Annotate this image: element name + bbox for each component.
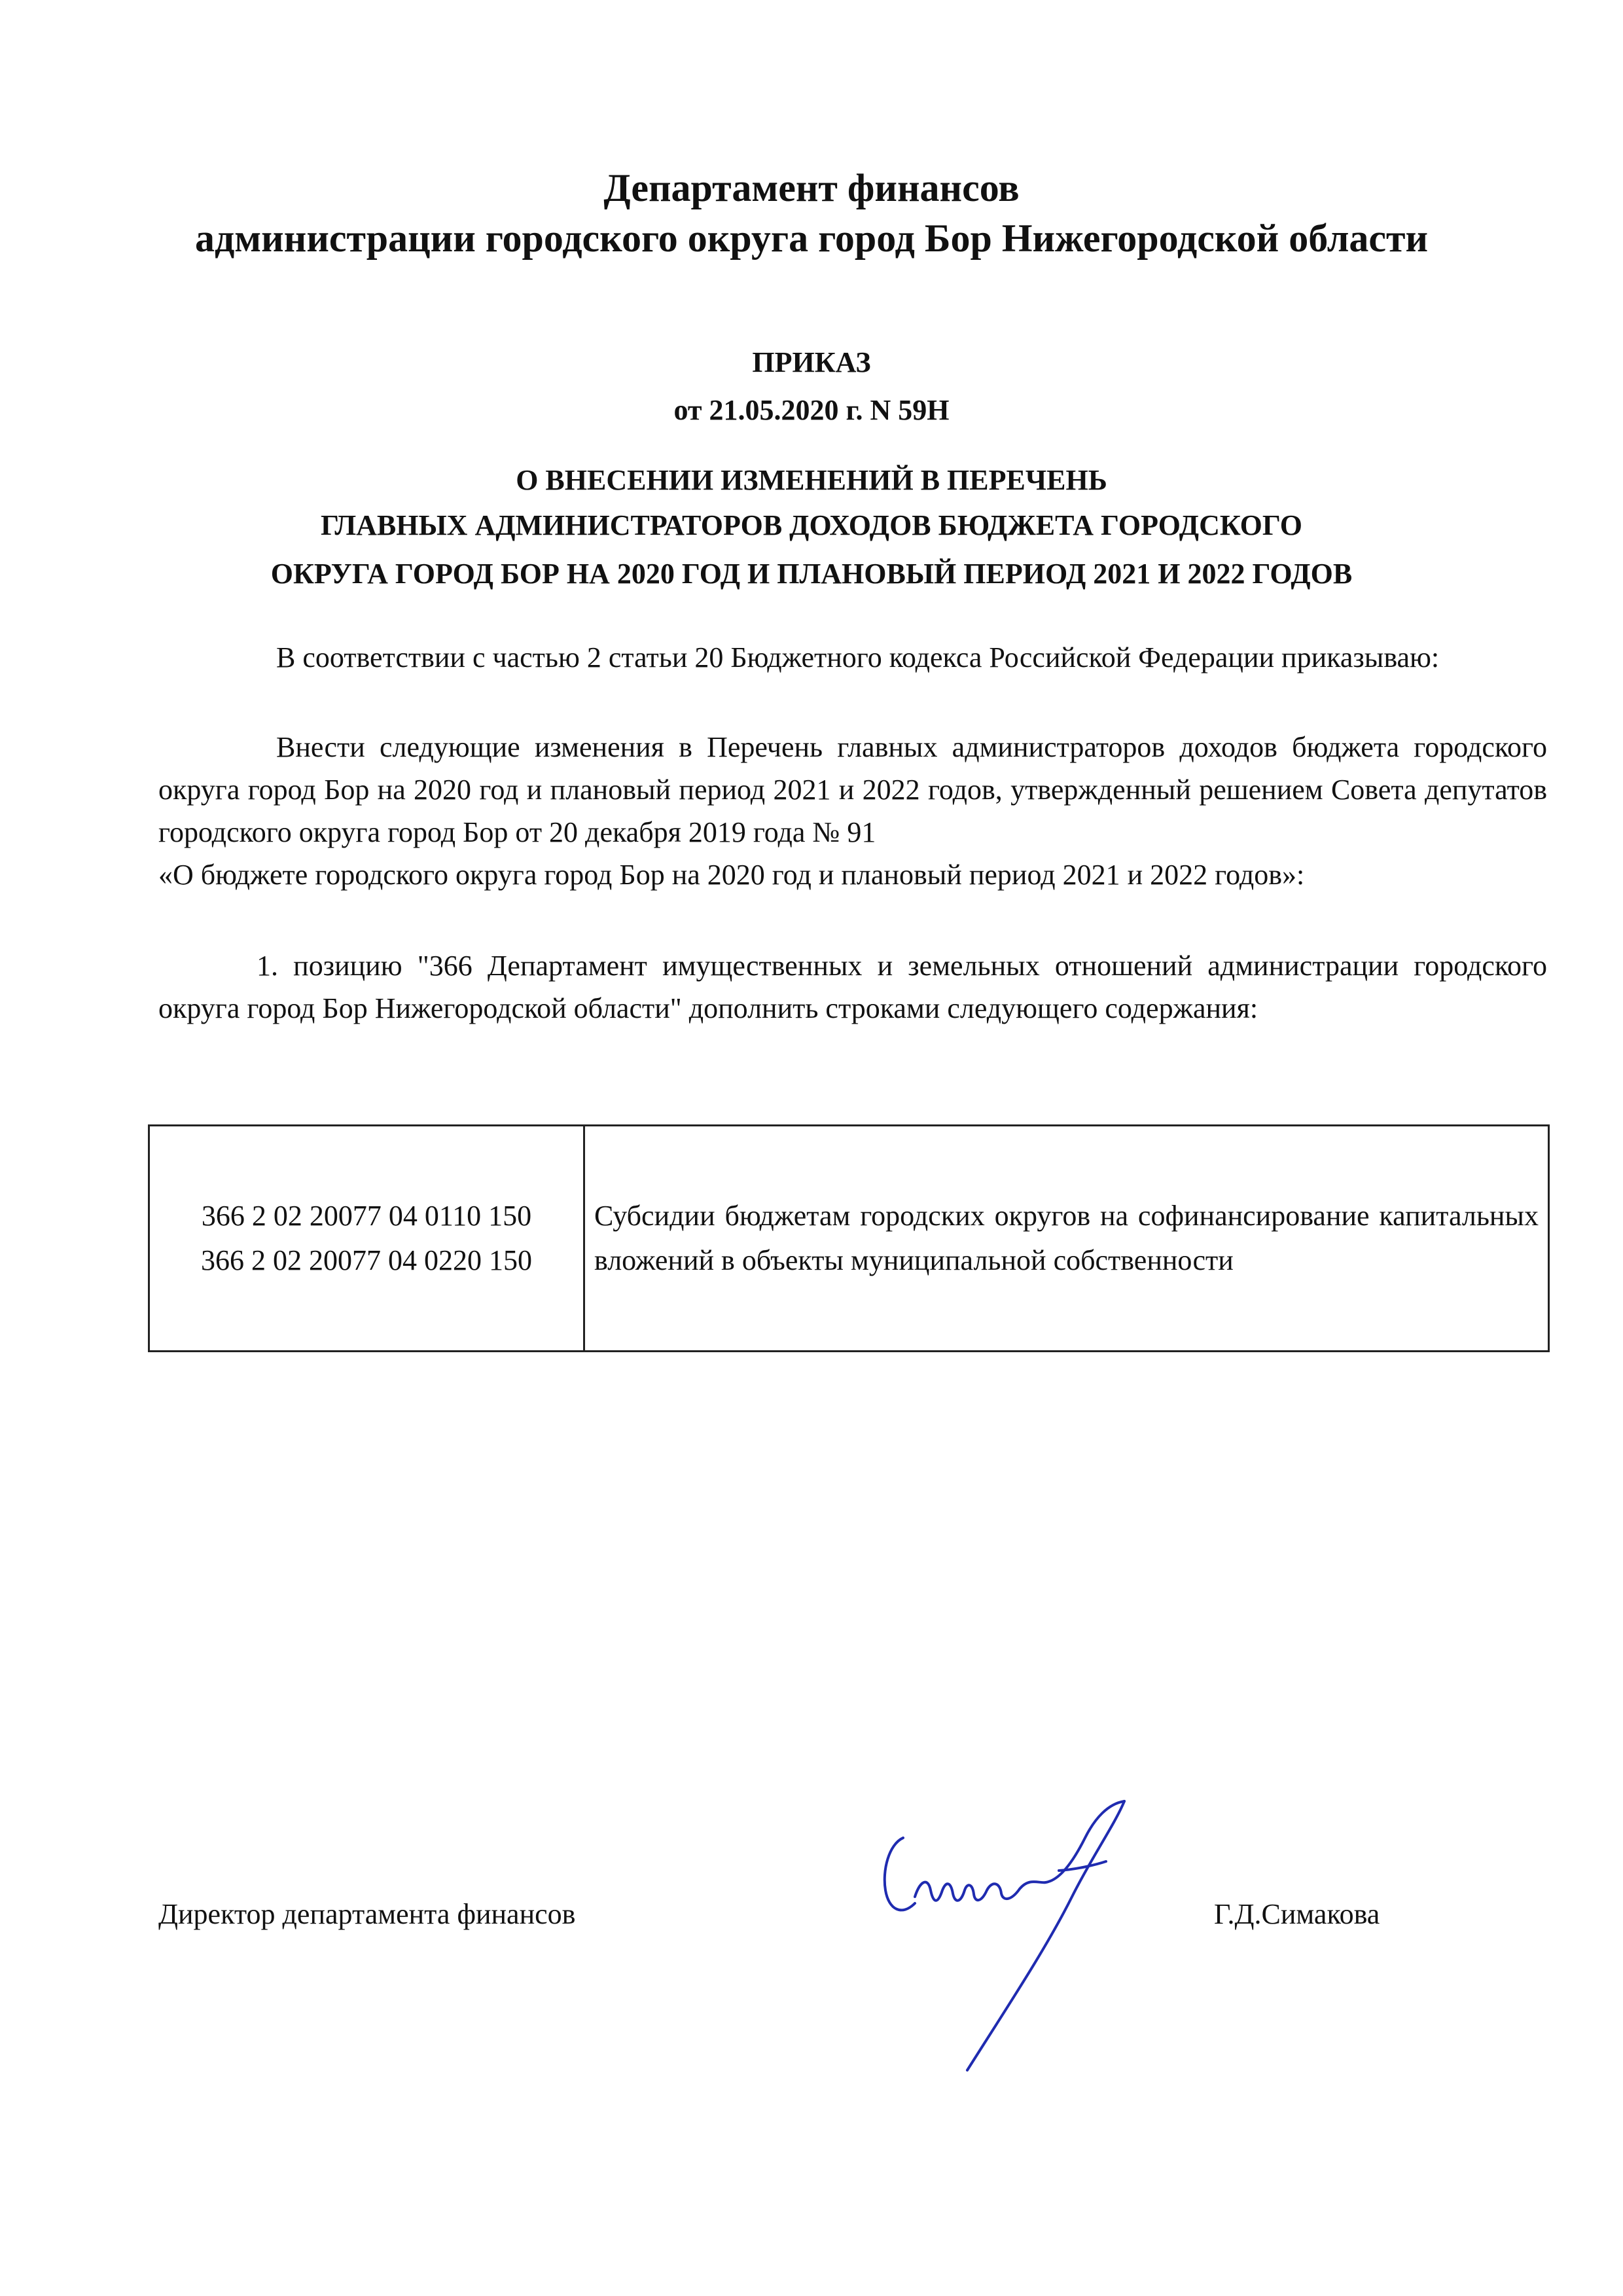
- preamble-paragraph: [158, 636, 1547, 679]
- item-paragraph: [158, 944, 1547, 1030]
- signatory-position: Директор департамента финансов: [158, 1898, 576, 1930]
- order-date-number: от 21.05.2020 г. N 59Н: [673, 394, 950, 426]
- organization-subtitle: администрации городского округа город Бор Нижегородской области: [194, 217, 1429, 260]
- preamble-text: В соответствии с частью 2 статьи 20 Бюджетного кодекса Российской Федерации приказываю:: [276, 641, 1440, 673]
- signature-strokes: [885, 1801, 1124, 2070]
- subject-line-2: ГЛАВНЫХ АДМИНИСТРАТОРОВ ДОХОДОВ БЮДЖЕТА ГОРОДСКОГО: [320, 509, 1303, 541]
- codes-cell: [149, 1126, 584, 1352]
- income-codes-table: [148, 1124, 1550, 1352]
- order-text-continuation: «О бюджете городского округа город Бор на 2020 год и плановый период 2021 и 2022 годов»:: [158, 859, 1305, 891]
- budget-code: 366 2 02 20077 04 0220 150: [201, 1244, 532, 1276]
- subject-line-1: О ВНЕСЕНИИ ИЗМЕНЕНИЙ В ПЕРЕЧЕНЬ: [516, 464, 1107, 496]
- subject-line-3: ОКРУГА ГОРОД БОР НА 2020 ГОД И ПЛАНОВЫЙ ПЕРИОД 2021 И 2022 ГОДОВ: [270, 558, 1353, 590]
- description-cell: Субсидии бюджетам городских округов на софинансирование капитальных вложений в объекты муниципальной собственности: [584, 1126, 1549, 1352]
- order-text: Внести следующие изменения в Перечень главных администраторов доходов бюджета городского округа город Бор на 2020 год и плановый период 2021 и 2022 годов, утвержденный решением Совета депутатов городского округа город Бор от 20 декабря 2019 года № 91: [158, 731, 1547, 848]
- signatory-name: Г.Д.Симакова: [1214, 1898, 1380, 1930]
- organization-name: Департамент финансов: [603, 166, 1020, 209]
- table-row: [149, 1126, 1549, 1352]
- budget-code: 366 2 02 20077 04 0110 150: [201, 1200, 532, 1232]
- order-paragraph: [158, 726, 1547, 896]
- item-1-text: 1. позицию "366 Департамент имущественных и земельных отношений администрации городского округа город Бор Нижегородской области" дополнить строками следующего содержания:: [158, 950, 1547, 1024]
- handwritten-signature: [863, 1799, 1190, 2080]
- document-type-title: ПРИКАЗ: [752, 346, 871, 378]
